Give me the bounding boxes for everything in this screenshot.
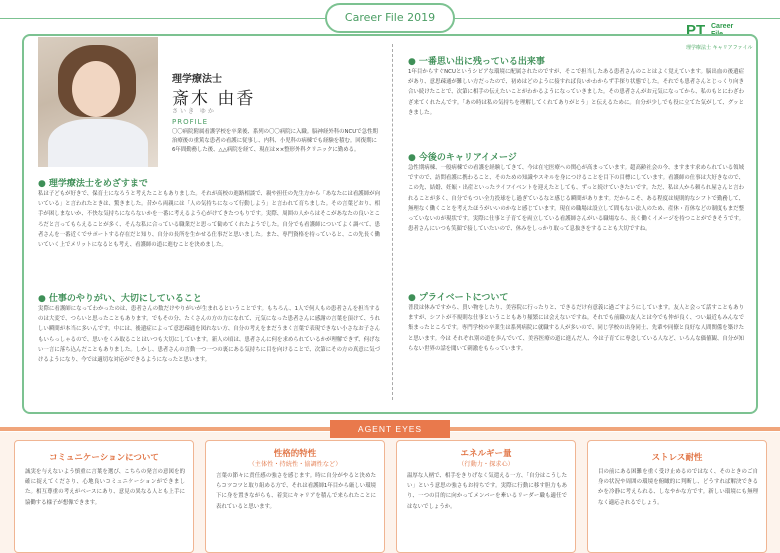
section-text-private: 普段は休みですから、買い物をしたり、美容院に行ったりと、できるだけ有意義に過ごすようにしています。友人と会って話すこともありますが、シフトが不規則な仕事ということもあり頻繁には会えないですね。それでも前職の友人とは今でも仲が良く、つい最近もみんなで集まったところです。専門学校の卒業生は系列病院に就職する人が多いので、同じ学校の出身同士、先輩や同僚と良好な人間関係を築けたと思います。今は それぞれ別の道を歩んでいて、美容医療の道に進んだ人、今は子育てに専念している人など、いろんな価値観、自分が知らない世界の話を聞いて刺激をもらっています。 <box>408 305 744 352</box>
logo-pt-text: PT <box>686 22 706 39</box>
agent-card-title: 性格的特性 <box>273 449 317 459</box>
section-title-private: ● プライベートについて <box>408 293 509 303</box>
profile-role: 理学療法士 <box>172 74 222 85</box>
agent-card-personality <box>205 440 385 553</box>
section-title-rewards: ● 仕事のやりがい、大切にしていること <box>38 294 202 304</box>
agent-card-communication <box>14 440 194 553</box>
agent-card-text: 温厚な人柄で、相手をきりげなく気遣える一方、「自分はこうしたい」という意思の強さもお持ちです。実際に行動に移す胆力もあり、一つの目的に向かってメンバーを牽いるリーダー職も適任ではないでしょうか。 <box>407 473 567 510</box>
agent-card-stress <box>587 440 767 553</box>
section-title-path: ● 理学療法士をめざすまで <box>38 179 148 189</box>
logo-subtitle: 理学療法士 キャリアファイル <box>686 45 753 51</box>
logo-career-file-text: Career File <box>711 23 734 38</box>
profile-photo <box>38 37 158 167</box>
section-text-rewards: 実際に看護師になってわかったのは、患者さんの数だけやりがいが生まれるということです。もちろん、1人で何人もの患者さんを担当するのは大変で、つらいと思ったこともあります。でもその分、たくさんの方の力になれて、元気になった患者さんに感謝の言葉を頂けて、うれしい瞬間が本当に多いんです。中には、後遺症によって意思疎通を図れない方、自分の考えをまだうまく言葉で表現できない小さなお子さんもいらっしゃるので、思いをくみ取ることはいつも大切にしています。新人の頃は、患者さんに何を求められているかが理解できず、何げない一言に落ち込んだこともありました。しかし、患者さんの言動一つ一つの裏にある気持ちに目を向けることで、次第にその方の真意に気づけるようになり、今では適切な対応ができるようになったと思います。 <box>38 306 380 364</box>
profile-kana: さいき ゆか <box>172 108 216 115</box>
agent-card-text: 言葉の節々に責任感の強さを感じます。時に自分がやると決めたらコツコツと取り組める方で、それは看護師1年目から厳しい環境下に身を置きながらも、着実にキャリアを積んで来られたことに表れていると思います。 <box>216 473 376 510</box>
agent-card-title: エネルギー量 <box>460 449 512 459</box>
agent-card-title: ストレス耐性 <box>651 453 703 463</box>
section-text-career: 急性期病棟、一般病棟での看護を経験してきて、今は在宅医療への関心が高まっています。超高齢社会の今、ますます求められている領域ですので、訪問看護に携わること、そのための知識やスキルを身につけることを目下の目標にしています。看護師の仕事は大好きなので、この先、結婚、妊娠・出産といったライフイベントを迎えたとしても、ずっと続けていきたいです。ただ、私は人から頼られ屋さんと言われることが多く、自分でもつい全力投球をし過ぎているなと感じる瞬間があります。だからこそ、ある程度は規則的なシフトで勤務して、無理なく働くことを考えたほうがいいのかなと感じています。現在の職場は設立して間もない法人のため、産休・育休などの制度もまだ整っていないのが現状です。実際に仕事と子育てを両立している看護師さんがいる職場なら、長く働くイメージを持つことができそうです。患者さんにいつも笑顔で接していたいので、休みをしっかり取って息抜きをすることも大切ですね。 <box>408 165 744 233</box>
column-divider <box>392 44 393 400</box>
agent-card-text: 誠実を与えないよう慎重に言葉を選び、こちらの発言の意図を的確に捉えてくださり、心地良いコミュニケーションができました。相互尊重の考えがベースにあり、意見の異なる人とも上手に協働する様子が想像できます。 <box>25 469 185 506</box>
profile-text: 〇〇病院附属看護学校を卒業後、系列の〇〇病院に入職。脳神経外科のNCUで急性期治療後の重篤な患者の看護に従事し、内科、小児科の病棟でも経験を積む。回復期に6年間勤務した後、△△病院を経て、現在は××整形外科クリニックに勤める。 <box>172 129 378 153</box>
section-text-memory: 1年目からすぐNCUというシビアな環境に配属されたのですが、そこで担当したある患者さんのことはよく覚えています。脳出血の後遺症があり、意思疎通が難しい方だったので、初めはどのように接すれば良いかわからず手探り状態でした。それでも患者さんとじっくり向き合い続けたことで、次第に相手の伝えたいことがわかるようになっていきました。その患者さんがお元気になってから、私のもとにわざわざ来てくれたんです。「あの時は私の気持ちを理解してくれてありがとう」と伝えるために。自分が少しでも役に立てた気がして、グッときました。 <box>408 69 744 116</box>
profile-name: 斎木 由香 <box>172 89 256 109</box>
agent-card-energy <box>396 440 576 553</box>
agent-card-subtitle: （主体性・持続性・協調性など） <box>248 461 342 468</box>
section-title-memory: ● 一番思い出に残っている出来事 <box>408 57 545 67</box>
section-title-career: ● 今後のキャリアイメージ <box>408 153 517 163</box>
career-file-label: Career File 2019 <box>325 3 455 33</box>
agent-eyes-label: AGENT EYES <box>330 420 450 438</box>
section-text-path: 私は子どもが好きで、保育士になろうと考えたこともありました。それが高校の進路相談で、親や担任の先生方から「あなたには看護師が向いている」と言われたときは、驚きました。昔から両親には「人の気持ちになって行動しよう」と言われて育ちました。その言葉どおり、相手が困しまないか、不快な気持ちにならないかを一番に考えるよう心がけてきたつもりです。実際、周囲の人からはそこがあなたの良いところだと言ってもらえることが多く、そんな私に合っている職業だと思って勧めてくれたようでした。自分でも看護師についてよく調べて、患者さんを一番近くでサポートする存在だと知り、自分の長所を生かせる仕事だと思いました。また、専門資格を持っていると、この先長く働いていく上でメリットになるとも考え、看護師の道に進むことを決めました。 <box>38 191 380 249</box>
agent-card-subtitle: （行動力・探求心） <box>458 461 514 468</box>
profile-heading: PROFILE <box>172 118 209 126</box>
agent-card-title: コミュニケーションについて <box>49 453 159 463</box>
agent-card-text: 目の前にある困難を重く受け止めるのではなく、そのときのご自身の状況や周囲の環境を俯瞰的に判断し、どうすれば解決できるかを冷静に考えられる、しなやかな方です。新しい環境にも無理なく適応されるでしょう。 <box>598 469 758 506</box>
